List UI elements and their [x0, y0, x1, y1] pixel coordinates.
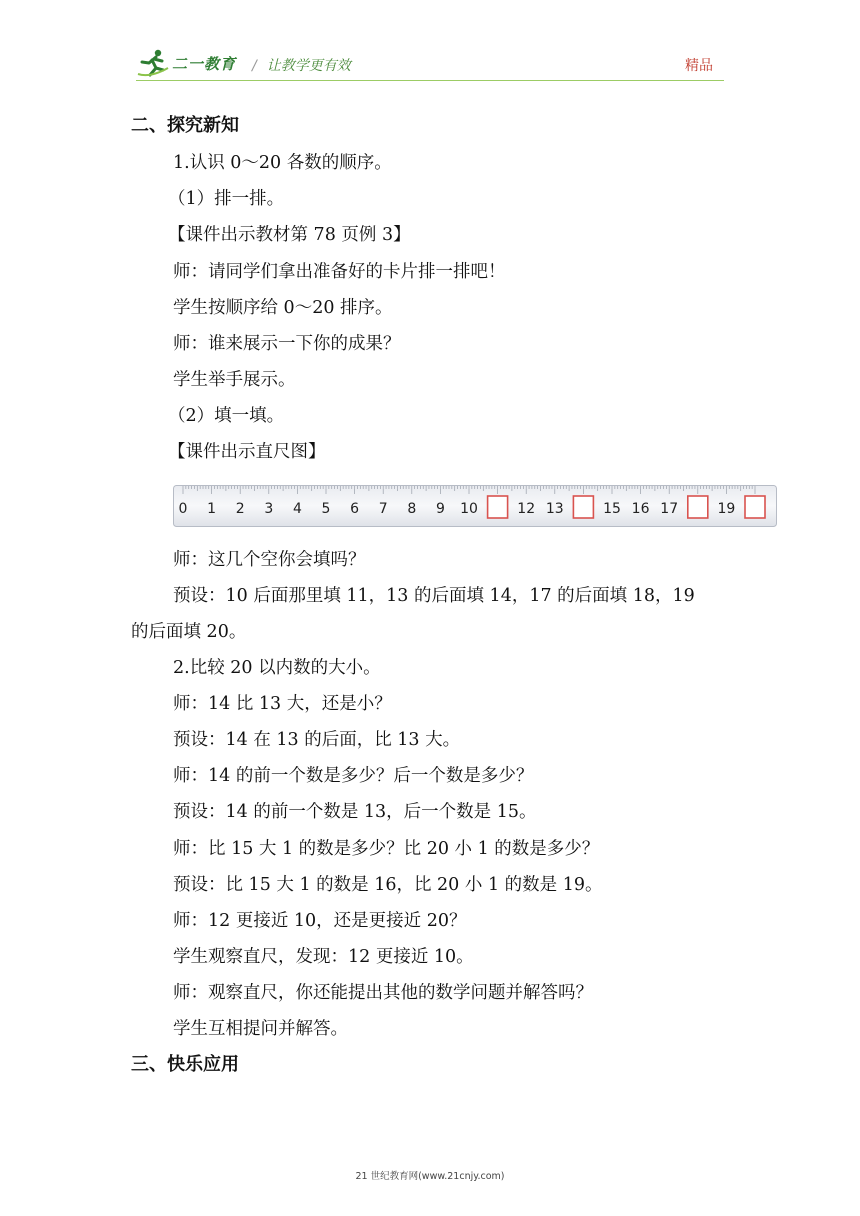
text-line: 师：谁来展示一下你的成果？ — [173, 334, 401, 354]
ruler-number-label: 8 — [407, 501, 417, 517]
text-line: 师：14 的前一个数是多少？后一个数是多少？ — [173, 766, 534, 786]
text-line: 的后面填 20。 — [131, 622, 247, 642]
blank-box — [488, 496, 508, 518]
logo-text: 二一教育 — [172, 54, 237, 73]
quality-badge: 精品 — [685, 58, 713, 74]
ruler-number-label: 16 — [631, 501, 650, 517]
ruler-number-label: 0 — [178, 501, 188, 517]
text-line: 2.比较 20 以内数的大小。 — [173, 658, 381, 678]
text-line: 预设：比 15 大 1 的数是 16，比 20 小 1 的数是 19。 — [173, 875, 603, 895]
ruler-number-label: 2 — [235, 501, 245, 517]
text-line: （1）排一排。 — [168, 189, 285, 209]
text-line: 学生互相提问并解答。 — [173, 1019, 348, 1039]
logo — [136, 48, 236, 78]
ruler-number-label: 12 — [517, 501, 536, 517]
blank-box — [573, 496, 593, 518]
text-line: 【课件出示直尺图】 — [168, 442, 326, 462]
ruler-number-label: 4 — [292, 501, 302, 517]
text-line: 师：请同学们拿出准备好的卡片排一排吧！ — [173, 262, 506, 282]
section-heading: 三、快乐应用 — [131, 1054, 239, 1075]
header-divider — [136, 80, 724, 81]
text-line: 师：比 15 大 1 的数是多少？比 20 小 1 的数是多少？ — [173, 839, 600, 859]
text-line: 师：观察直尺，你还能提出其他的数学问题并解答吗？ — [173, 983, 593, 1003]
slogan: / 让教学更有效 — [252, 58, 351, 74]
blank-box — [688, 496, 708, 518]
slogan-text: 让教学更有效 — [266, 58, 351, 74]
text-line: 师：12 更接近 10，还是更接近 20？ — [173, 911, 467, 931]
text-line: 师：14 比 13 大，还是小？ — [173, 694, 392, 714]
text-line: 学生举手展示。 — [173, 370, 296, 390]
ruler-number-label: 17 — [660, 501, 679, 517]
text-line: （2）填一填。 — [168, 406, 285, 426]
ruler-number-label: 1 — [207, 501, 217, 517]
ruler-number-label: 10 — [460, 501, 478, 517]
text-line: 【课件出示教材第 78 页例 3】 — [168, 225, 411, 245]
ruler-number-label: 13 — [545, 501, 564, 517]
ruler-number-label: 5 — [321, 501, 331, 517]
ruler-figure — [173, 485, 777, 527]
text-line: 预设：14 在 13 的后面，比 13 大。 — [173, 730, 461, 750]
section-heading: 二、探究新知 — [131, 115, 239, 136]
text-line: 预设：10 后面那里填 11，13 的后面填 14，17 的后面填 18，19 — [173, 586, 695, 606]
page-footer: 21 世纪教育网(www.21cnjy.com) — [355, 1171, 505, 1182]
text-line: 1.认识 0～20 各数的顺序。 — [173, 153, 392, 173]
blank-box — [745, 496, 765, 518]
ruler-number-label: 7 — [378, 501, 388, 517]
ruler-number-label: 9 — [435, 501, 445, 517]
ruler-ticks — [183, 486, 755, 494]
ruler-number-label: 19 — [717, 501, 736, 517]
text-line: 学生观察直尺，发现：12 更接近 10。 — [173, 947, 474, 967]
ruler-number-label: 6 — [350, 501, 360, 517]
text-line: 学生按顺序给 0～20 排序。 — [173, 298, 393, 318]
ruler-number-label: 15 — [603, 501, 621, 517]
runner-logo-icon — [136, 48, 170, 78]
page-header — [0, 0, 860, 90]
text-line: 预设：14 的前一个数是 13，后一个数是 15。 — [173, 802, 537, 822]
ruler-number-label: 3 — [264, 501, 274, 517]
text-line: 师：这几个空你会填吗？ — [173, 550, 366, 570]
